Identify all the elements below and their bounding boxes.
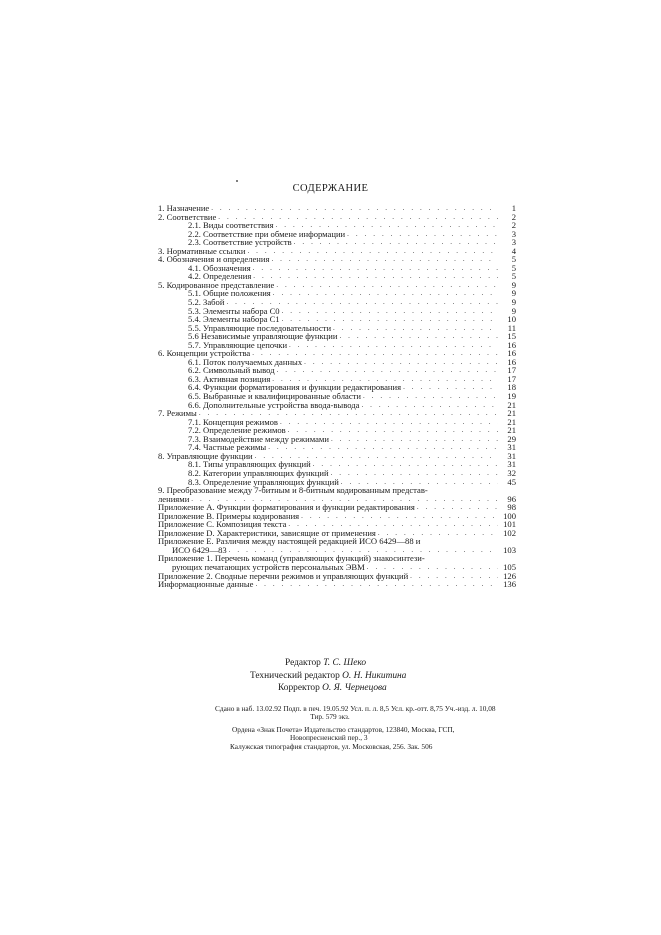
- toc-page-number: 3: [511, 237, 516, 248]
- toc-label: Информационные данные: [158, 579, 254, 590]
- toc-page-number: 31: [507, 450, 516, 461]
- toc-label: 6. Концепции устройства: [158, 348, 251, 359]
- toc-leader-dots: [294, 238, 498, 247]
- toc-page-number: 2: [511, 211, 516, 222]
- toc-page-number: 21: [507, 425, 516, 436]
- toc-page-number: 19: [507, 391, 516, 402]
- scan-speck: [236, 180, 238, 182]
- toc-page-number: 16: [507, 348, 516, 359]
- toc-page-number: 31: [507, 459, 516, 470]
- toc-label: Приложение 2. Сводные перечни режимов и управляющих функций: [158, 570, 409, 581]
- toc-page-number: 9: [511, 279, 516, 290]
- toc-page-number: 21: [507, 408, 516, 419]
- toc-label: 6.2. Символьный вывод: [188, 365, 275, 376]
- toc-label: 5.1. Общие положения: [188, 288, 271, 299]
- toc-label: Приложение В. Примеры кодирования: [158, 510, 300, 521]
- toc-leader-dots: [410, 572, 498, 581]
- toc-label: 8.1. Типы управляющих функций: [188, 459, 311, 470]
- toc-page-number: 29: [507, 433, 516, 444]
- toc-page-number: 103: [503, 544, 516, 555]
- toc-page-number: 9: [511, 305, 516, 316]
- toc-leader-dots: [271, 255, 498, 264]
- toc-label: 6.1. Поток получаемых данных: [188, 356, 303, 367]
- toc-page-number: 136: [503, 579, 516, 590]
- publisher-address: Новопресненский пер., 3: [290, 733, 368, 743]
- publisher-line: Ордена «Знак Почета» Издательство стандартов, 123840, Москва, ГСП,: [232, 725, 455, 734]
- toc-page-number: 3: [511, 228, 516, 239]
- toc-label: Приложение D. Характеристики, зависящие от применения: [158, 527, 376, 538]
- toc-label: Приложение С. Композиция текста: [158, 519, 287, 530]
- toc-label: 5.5. Управляющие последовательности: [188, 322, 332, 333]
- corrector-line: [278, 682, 661, 695]
- toc-row: [158, 486, 516, 495]
- corrector-name: О. Я. Чернецова: [322, 683, 387, 694]
- toc-leader-dots: [280, 418, 498, 427]
- toc-page-number: 105: [503, 561, 516, 572]
- toc-page-number: 4: [511, 245, 516, 256]
- toc-label: 2.1. Виды соответствия: [188, 220, 274, 231]
- toc-page-number: 31: [507, 442, 516, 453]
- toc-leader-dots: [417, 503, 498, 512]
- tech-editor-line: [250, 670, 661, 683]
- page-title: СОДЕРЖАНИЕ: [292, 183, 369, 194]
- toc-page-number: 18: [507, 382, 516, 393]
- toc-leader-dots: [347, 230, 498, 239]
- toc-label: 6.5. Выбранные и квалифицированные области: [188, 391, 361, 402]
- toc-leader-dots: [331, 469, 498, 478]
- toc-label: 7.4. Частные режимы: [188, 442, 267, 453]
- tech-editor-label: Технический редактор: [250, 670, 340, 681]
- editor-line: [285, 657, 661, 670]
- editor-label: Редактор: [285, 658, 321, 668]
- toc-label: 6.6. Дополнительные устройства ввода-вывода: [188, 399, 360, 410]
- toc-label: 7.1. Концепция режимов: [188, 416, 278, 427]
- toc-leader-dots: [253, 264, 498, 273]
- toc-page-number: 102: [503, 527, 516, 538]
- toc-label: 5.4. Элементы набора С1: [188, 314, 280, 325]
- toc-page-number: 101: [503, 519, 516, 530]
- toc-label: Приложение Е. Различия между настоящей редакцией ИСО 6429—88 и: [158, 536, 421, 547]
- toc-leader-dots: [339, 332, 498, 341]
- toc-page-number: 5: [511, 262, 516, 273]
- toc-leader-dots: [304, 358, 498, 367]
- toc-leader-dots: [301, 512, 498, 521]
- toc-row: [158, 580, 516, 589]
- toc-leader-dots: [333, 324, 498, 333]
- toc-leader-dots: [331, 435, 498, 444]
- toc-page-number: 2: [511, 220, 516, 231]
- toc-leader-dots: [282, 307, 498, 316]
- toc-page-number: 96: [507, 493, 516, 504]
- toc-page-number: 98: [507, 502, 516, 513]
- toc-leader-dots: [289, 341, 498, 350]
- toc-label: 8.3. Определение управляющих функций: [188, 476, 339, 487]
- toc-page-number: 32: [507, 467, 516, 478]
- toc-label: 9. Преобразование между 7-битным и 8-битным кодированным представ-: [158, 485, 428, 496]
- toc-leader-dots: [313, 460, 498, 469]
- toc-page-number: 16: [507, 339, 516, 350]
- toc-page-number: 17: [507, 373, 516, 384]
- toc-label: лениями: [158, 493, 190, 504]
- toc-label: 6.3. Активная позиция: [188, 373, 271, 384]
- tech-editor-name: О. Н. Никитина: [342, 670, 407, 681]
- toc-label: 5.3. Элементы набора С0: [188, 305, 280, 316]
- printer-line: Калужская типография стандартов, ул. Московская, 256. Зак. 506: [230, 741, 433, 751]
- toc-label: 5.6 Независимые управляющие функции: [188, 331, 338, 342]
- toc-page-number: 126: [503, 570, 516, 581]
- toc-page-number: 100: [503, 510, 516, 521]
- toc-label: 4.1. Обозначения: [188, 262, 251, 273]
- toc-label: Приложение 1. Перечень команд (управляющих функций) знакосинтези-: [158, 553, 425, 564]
- toc-leader-dots: [277, 366, 498, 375]
- imprint-line-2: Тир. 579 экз.: [310, 712, 350, 722]
- toc-label: 8. Управляющие функции: [158, 450, 253, 461]
- toc-label: 7.2. Определение режимов: [188, 425, 286, 436]
- imprint-line-1: Сдано в наб. 13.02.92 Подп. в печ. 19.05.92 Усл. п. л. 8,5 Усл. кр.-отт. 8,75 Уч.-изд. л. 10,08: [215, 704, 496, 713]
- corrector-label: Корректор: [278, 683, 320, 694]
- toc-leader-dots: [403, 383, 498, 392]
- toc-page-number: 1: [511, 203, 516, 213]
- toc-label: 7. Режимы: [158, 408, 197, 419]
- toc-label: ИСО 6429—83: [172, 544, 227, 555]
- toc-label: 5.7. Управляющие цепочки: [188, 339, 288, 350]
- toc-label: 3. Нормативные ссылки: [158, 245, 246, 256]
- toc-label: 1. Назначение: [158, 203, 210, 213]
- toc-label: рующих печатающих устройств персональных ЭВМ: [172, 561, 365, 572]
- toc-leader-dots: [255, 580, 498, 589]
- toc-label: 4. Обозначения и определения: [158, 254, 270, 265]
- toc-label: 4.2. Определения: [188, 271, 252, 282]
- toc-leader-dots: [211, 204, 498, 213]
- toc-leader-dots: [268, 443, 498, 452]
- editor-name: Т. С. Шеко: [323, 658, 367, 668]
- toc-label: 5.2. Забой: [188, 297, 225, 308]
- toc-page-number: 15: [507, 331, 516, 342]
- toc-label: Приложение А. Функции форматирования и функции редактирования: [158, 502, 415, 513]
- printers-block: [230, 726, 610, 751]
- toc-label: 2.2. Соответствие при обмене информации: [188, 228, 346, 239]
- toc-page-number: 21: [507, 416, 516, 427]
- toc-page-number: 17: [507, 365, 516, 376]
- toc-label: 2. Соответствие: [158, 211, 217, 222]
- toc-label: 7.3. Взаимодействие между режимами: [188, 433, 329, 444]
- toc-page-number: 5: [511, 254, 516, 265]
- toc-page-number: 10: [507, 314, 516, 325]
- toc-leader-dots: [247, 247, 498, 256]
- toc-page-number: 21: [507, 399, 516, 410]
- toc-label: 5. Кодированное представление: [158, 279, 275, 290]
- credits-block: [0, 657, 661, 695]
- toc-page-number: 16: [507, 356, 516, 367]
- toc-leader-dots: [273, 289, 498, 298]
- toc-page-number: 45: [507, 476, 516, 487]
- toc-label: 6.4. Функции форматирования и функции редактирования: [188, 382, 402, 393]
- toc-label: 2.3. Соответствие устройств: [188, 237, 292, 248]
- toc-leader-dots: [276, 281, 498, 290]
- table-of-contents: [158, 204, 516, 589]
- toc-leader-dots: [363, 392, 498, 401]
- toc-page-number: 9: [511, 288, 516, 299]
- toc-leader-dots: [253, 272, 498, 281]
- toc-row: [158, 401, 516, 410]
- toc-page-number: 11: [507, 322, 516, 333]
- toc-label: 8.2. Категории управляющих функций: [188, 467, 329, 478]
- toc-leader-dots: [361, 401, 498, 410]
- toc-page-number: 9: [511, 297, 516, 308]
- toc-page-number: 5: [511, 271, 516, 282]
- imprint-block: [215, 705, 615, 721]
